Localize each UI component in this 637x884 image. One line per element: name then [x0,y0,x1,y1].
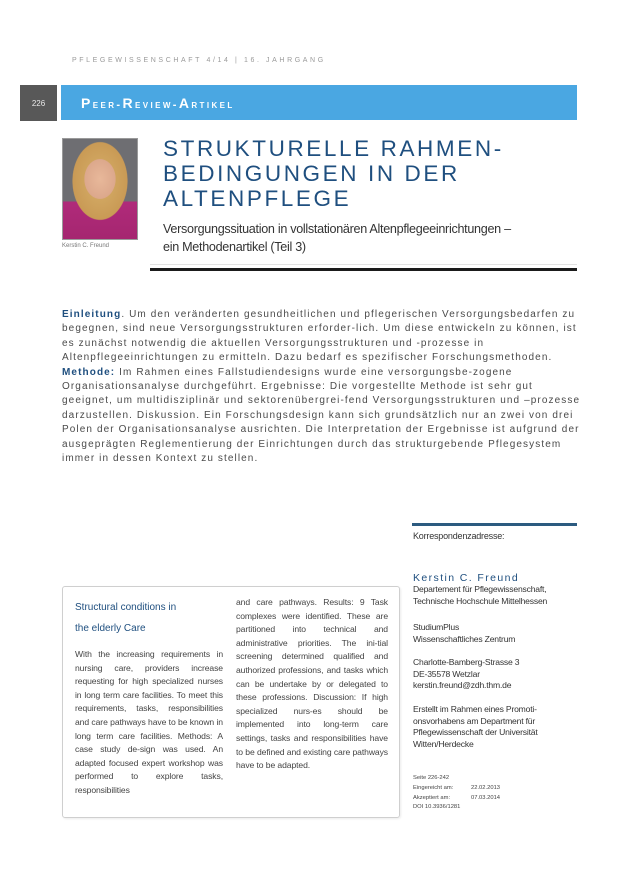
abstract-english-left-column: With the increasing requirements in nursing care, providers increase requesting for high specialized nurses in long term care facilities. To meet this requirements, tasks, responsibilities and care pathways have to be known in long term care facilities. Methods: A case study de-sign was used. An adapted focused expert workshop was performed to explore tasks, responsibilities [75,649,223,795]
correspondence-affiliation [413,584,578,607]
en-title-line: Structural conditions in [75,602,177,613]
subtitle-line: ein Methodenartikel (Teil 3) [163,240,306,254]
address-line: Charlotte-Bamberg-Strasse 3 [413,657,520,667]
intro-text: . Um den veränderten gesundheitlichen und pflegerischen Versorgungsbedarfen zu begegnen, sind neue Versorgungsstrukturen erforder-lich. Um diese entwickeln zu können, ist es zunächst notwendig die aktuellen Versorgungsstrukturen und -prozesse in Altenpflegeeinrichtungen zu ermitteln. Dazu bedarf es spezifischer Forschungsmethoden. [62,309,577,364]
affiliation-line: Technische Hochschule Mittelhessen [413,595,548,606]
email-link[interactable]: kerstin.freund@zdh.thm.de [413,680,512,690]
correspondence-heading: Korrespondenzadresse: [413,531,505,541]
abstract-intro [62,308,582,366]
title-line: STRUKTURELLE RAHMEN- [163,136,504,161]
abstract-english-title [75,597,225,639]
title-rule [150,268,577,271]
unit-line: Wissenschaftliches Zentrum [413,633,516,644]
abstract-german [62,308,582,466]
en-title-line: the elderly Care [75,623,146,634]
subtitle-line: Versorgungssituation in vollstationären Altenpflegeeinrichtungen – [163,222,511,236]
author-photo [62,138,138,240]
title-line: ALTENPFLEGE [163,186,352,211]
correspondence-rule [412,523,577,526]
address-line: DE-35578 Wetzlar [413,668,480,679]
article-meta [413,774,500,813]
correspondence-name: Kerstin C. Freund [413,572,520,584]
running-head: PFLEGEWISSENSCHAFT 4/14 | 16. JAHRGANG [72,57,326,64]
section-banner [61,85,577,120]
note-line: Witten/Herdecke [413,738,474,749]
note-line: Pflegewissenschaft der Universität [413,727,538,737]
title-line: BEDINGUNGEN IN DER [163,161,460,186]
note-line: Erstellt im Rahmen eines Promoti- [413,704,537,714]
correspondence-address [413,657,578,692]
correspondence-unit [413,622,578,645]
title-rule-light [150,264,577,265]
meta-doi[interactable]: DOI 10.3936/1281 [413,804,461,811]
note-line: onsvorhabens am Department für [413,715,536,726]
affiliation-line: Departement für Pflegewissenschaft, [413,584,547,594]
method-text: Im Rahmen eines Fallstudiendesigns wurde eine versorgungsbe-zogene Organisationsanalyse durchgeführt. Ergebnisse: Die vorgestellte Methode ist sehr gut geeignet, um multidisziplinär und sektorenübergrei-fend Versorgungsstrukturen und –prozesse darzustellen. Diskussion. Ein Forschungsdesign kann sich grundsätzlich nur an zwei von drei Polen der Organisationsanalyse ausrichten. Die Interpretation der Ergebnisse ist aufgrund der ausgeprägten Reglementierung der Einrichtungen durch das strukturgebende Pflegesystem immer in dessen Kontext zu stellen. [62,366,581,465]
section-label: Peer-Review-Artikel [81,94,235,111]
method-label: Methode: [62,366,116,378]
abstract-english-right-column: and care pathways. Results: 9 Task complexes were identified. These are partitioned into technical and administrative priorities. The ini-tial screening determined qualified and authorized professions, and tasks which can be undertake by or delegated to these professions. Discussion: If high specialized nurs-es should be implemented into long-term care settings, tasks and responsibilities have to be defined and existing care pathways have to be adapted. [236,597,388,771]
abstract-method [62,366,582,467]
article-title [163,136,583,211]
meta-pages: Seite 226-242 [413,775,450,781]
intro-label: Einleitung [62,309,122,320]
page-number: 226 [20,85,57,121]
unit-line: StudiumPlus [413,622,460,632]
article-subtitle [163,220,583,256]
correspondence-note [413,704,578,750]
meta-submitted: Eingereicht am: 22.02.2013 [413,784,501,791]
meta-accepted: Akzeptiert am: 07.03.2014 [413,794,501,801]
author-caption: Kerstin C. Freund [62,243,110,249]
